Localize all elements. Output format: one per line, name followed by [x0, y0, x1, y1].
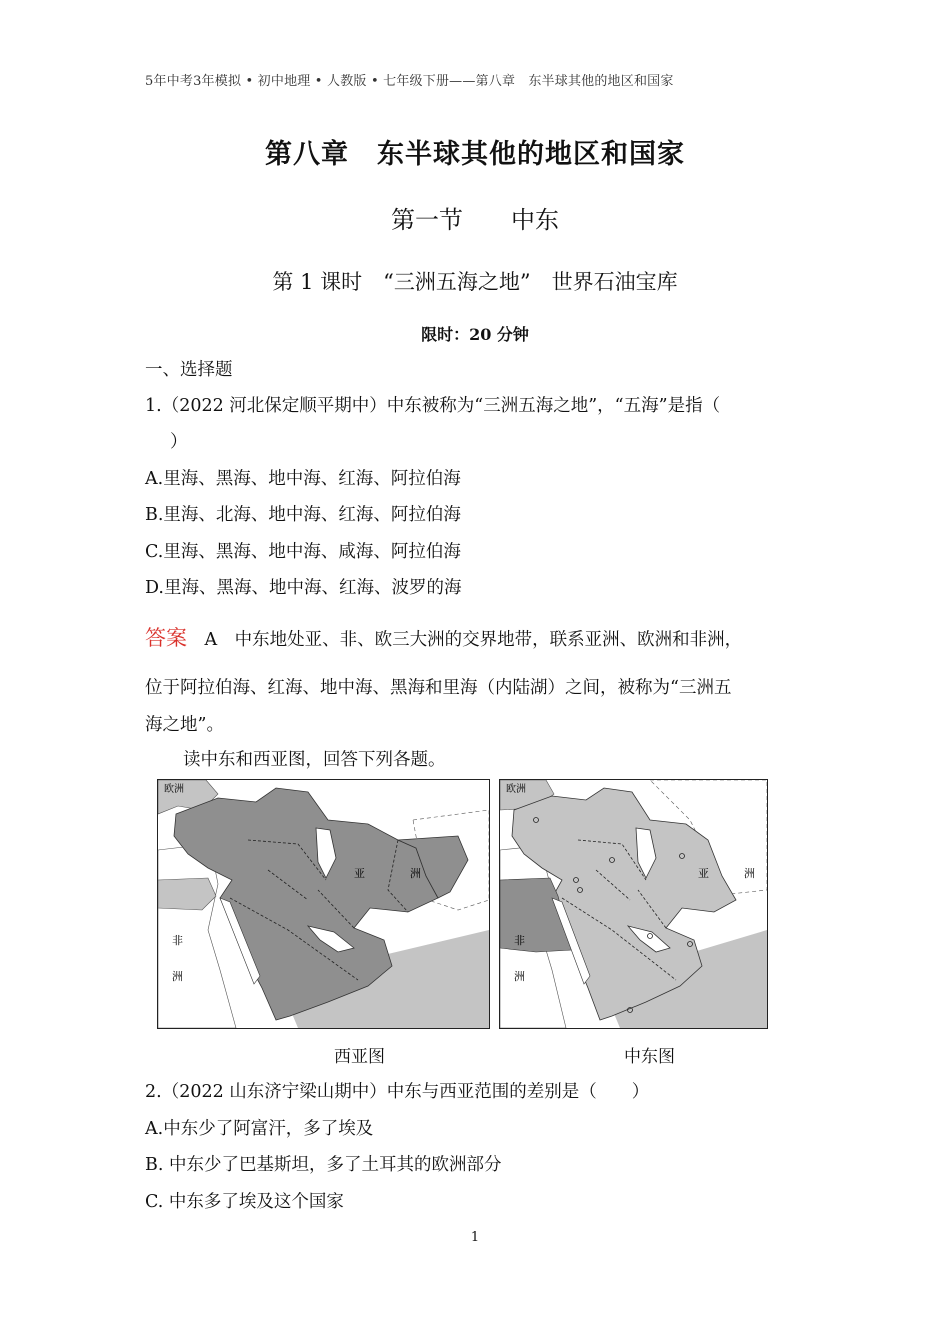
- question-1-option-c: C.里海、黑海、地中海、咸海、阿拉伯海: [145, 542, 461, 562]
- question-1-answer: [145, 622, 742, 652]
- answer-text-line-1: A 中东地处亚、非、欧三大洲的交界地带，联系亚洲、欧洲和非洲，: [187, 630, 743, 650]
- question-1-option-b: B.里海、北海、地中海、红海、阿拉伯海: [145, 505, 461, 525]
- page-number: 1: [470, 1230, 480, 1245]
- question-1-option-a: A.里海、黑海、地中海、红海、阿拉伯海: [145, 469, 461, 489]
- question-1-stem: 1.（2022 河北保定顺平期中）中东被称为“三洲五海之地”，“五海”是指（: [145, 396, 721, 416]
- question-2-option-c: C. 中东多了埃及这个国家: [145, 1192, 344, 1212]
- question-2-option-b: B. 中东少了巴基斯坦，多了土耳其的欧洲部分: [145, 1155, 502, 1175]
- answer-text-line-3: 海之地”。: [145, 715, 224, 735]
- answer-text-line-2: 位于阿拉伯海、红海、地中海、黑海和里海（内陆湖）之间，被称为“三洲五: [145, 678, 732, 698]
- middle-east-map: [499, 779, 768, 1029]
- west-asia-map: [157, 779, 490, 1029]
- label-africa-1: 非: [514, 935, 525, 947]
- label-africa-2: 洲: [514, 971, 525, 983]
- question-1-option-d: D.里海、黑海、地中海、红海、波罗的海: [145, 578, 462, 598]
- label-africa-1: 非: [172, 935, 183, 947]
- middle-east-caption: 中东图: [624, 1047, 675, 1067]
- read-prompt: 读中东和西亚图，回答下列各题。: [183, 750, 446, 770]
- question-1-stem-end: ）: [170, 432, 188, 452]
- question-2-stem: 2.（2022 山东济宁梁山期中）中东与西亚范围的差别是（ ）: [145, 1082, 650, 1102]
- label-zhou: 洲: [410, 868, 421, 880]
- middle-east-map-figure: [500, 780, 767, 1028]
- chapter-title: 第八章 东半球其他的地区和国家: [265, 139, 685, 170]
- label-zhou: 洲: [744, 868, 755, 880]
- answer-label: 答案: [145, 626, 187, 650]
- west-asia-map-figure: [158, 780, 489, 1028]
- west-asia-caption: 西亚图: [334, 1047, 385, 1067]
- label-europe: 欧洲: [164, 784, 184, 795]
- question-2-option-a: A.中东少了阿富汗，多了埃及: [145, 1119, 374, 1139]
- label-africa-2: 洲: [172, 971, 183, 983]
- part-heading: 一、选择题: [145, 360, 233, 380]
- running-header: 5年中考3年模拟 • 初中地理 • 人教版 • 七年级下册——第八章 东半球其他的地区和国家: [145, 74, 674, 89]
- label-asia: 亚: [354, 868, 365, 880]
- lesson-title: 第 1 课时 “三洲五海之地” 世界石油宝库: [272, 270, 678, 294]
- label-asia: 亚: [698, 868, 709, 880]
- section-title: 第一节 中东: [391, 206, 559, 234]
- time-limit: 限时：20 分钟: [421, 325, 529, 344]
- label-europe: 欧洲: [506, 784, 526, 795]
